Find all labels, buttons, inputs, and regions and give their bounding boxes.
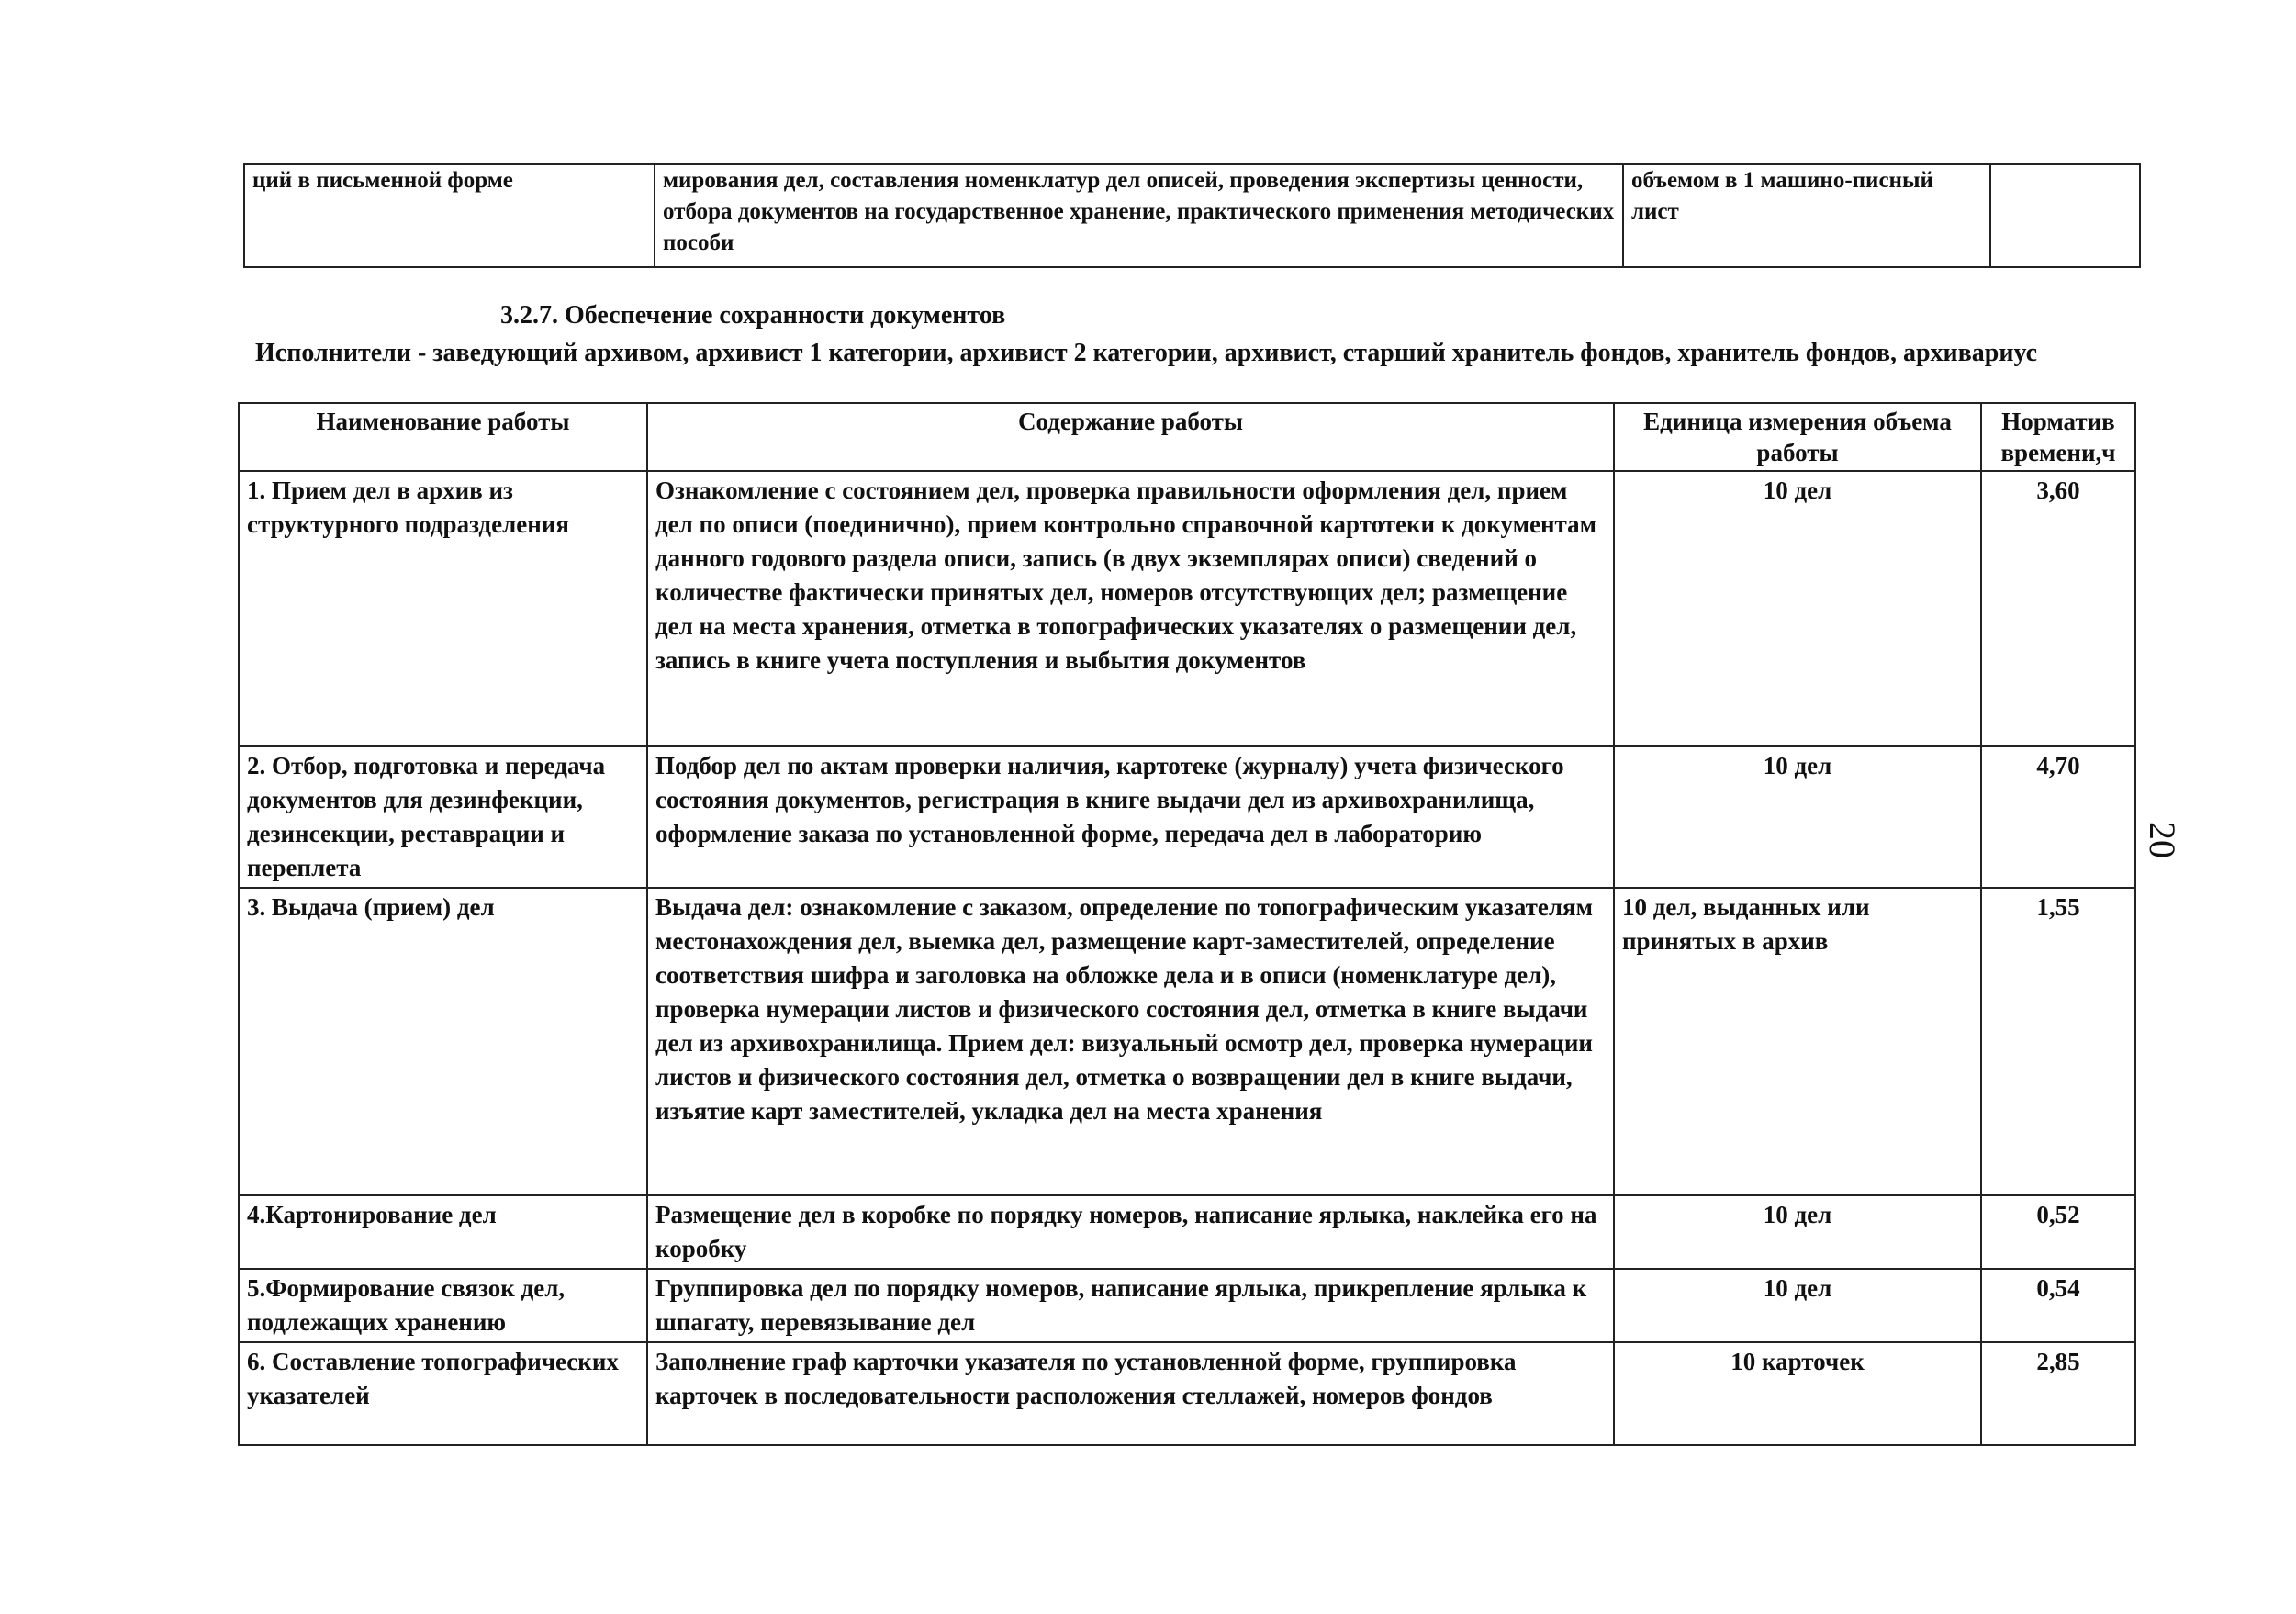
cell-norm: 0,54 <box>1981 1269 2135 1342</box>
cell-content: Заполнение граф карточки указателя по установленной форме, группировка карточек в последовательности расположения стеллажей, номеров фондов <box>647 1342 1614 1445</box>
cell-content: Размещение дел в коробке по порядку номеров, написание ярлыка, наклейка его на коробку <box>647 1195 1614 1269</box>
cell-unit: 10 дел, выданных или принятых в архив <box>1614 888 1981 1195</box>
cell-content: мирования дел, составления номенклатур дел описей, проведения экспертизы ценности, отбора документов на государственное хранение, практического применения методических пособи <box>655 164 1623 267</box>
cell-content: Ознакомление с состоянием дел, проверка правильности оформления дел, прием дел по описи (поединично), прием контрольно справочной картотеки к документам данного годового раздела описи, запись (в двух экземплярах описи) сведений о количестве фактически принятых дел, номеров отсутствующих дел; размещение дел на места хранения, отметка в топографических указателях о размещении дел, запись в книге учета поступления и выбытия документов <box>647 471 1614 746</box>
table-row <box>239 471 2135 746</box>
cell-norm: 2,85 <box>1981 1342 2135 1445</box>
cell-name: 2. Отбор, подготовка и передача документов для дезинфекции, дезинсекции, реставрации и переплета <box>239 746 647 888</box>
cell-name: 1. Прием дел в архив из структурного подразделения <box>239 471 647 746</box>
table-header-row <box>239 403 2135 471</box>
cell-name: ций в письменной форме <box>244 164 655 267</box>
cell-norm: 1,55 <box>1981 888 2135 1195</box>
cell-norm <box>1990 164 2140 267</box>
cell-name: 3. Выдача (прием) дел <box>239 888 647 1195</box>
header-name: Наименование работы <box>239 403 647 471</box>
cell-name: 4.Картонирование дел <box>239 1195 647 1269</box>
cell-content: Подбор дел по актам проверки наличия, картотеке (журналу) учета физического состояния документов, регистрация в книге выдачи дел из архивохранилища, оформление заказа по установленной форме, передача дел в лабораторию <box>647 746 1614 888</box>
header-unit: Единица измерения объема работы <box>1614 403 1981 471</box>
cell-content: Группировка дел по порядку номеров, написание ярлыка, прикрепление ярлыка к шпагату, перевязывание дел <box>647 1269 1614 1342</box>
cell-norm: 4,70 <box>1981 746 2135 888</box>
cell-unit: 10 дел <box>1614 1269 1981 1342</box>
table-row <box>244 164 2140 267</box>
cell-norm: 3,60 <box>1981 471 2135 746</box>
cell-name: 5.Формирование связок дел, подлежащих хранению <box>239 1269 647 1342</box>
section-title: 3.2.7. Обеспечение сохранности документов <box>500 301 1006 330</box>
header-content: Содержание работы <box>647 403 1614 471</box>
executors-line: Исполнители - заведующий архивом, архивист 1 категории, архивист 2 категории, архивист, старший хранитель фондов, хранитель фондов, архивариус <box>255 339 2038 367</box>
cell-norm: 0,52 <box>1981 1195 2135 1269</box>
page-number: 20 <box>2142 822 2183 858</box>
table-row <box>239 888 2135 1195</box>
table-row <box>239 746 2135 888</box>
cell-content: Выдача дел: ознакомление с заказом, определение по топографическим указателям местонахождения дел, выемка дел, размещение карт-заместителей, определение соответствия шифра и заголовка на обложке дела и в описи (номенклатуре дел), проверка нумерации листов и физического состояния дел, отметка в книге выдачи дел из архивохранилища. Прием дел: визуальный осмотр дел, проверка нумерации листов и физического состояния дел, отметка о возвращении дел в книге выдачи, изъятие карт заместителей, укладка дел на места хранения <box>647 888 1614 1195</box>
cell-unit: 10 дел <box>1614 1195 1981 1269</box>
header-norm: Норматив времени,ч <box>1981 403 2135 471</box>
cell-unit: объемом в 1 машино-писный лист <box>1623 164 1990 267</box>
table-row <box>239 1269 2135 1342</box>
cell-unit: 10 дел <box>1614 746 1981 888</box>
table-row <box>239 1195 2135 1269</box>
previous-table-fragment <box>243 163 2141 268</box>
cell-unit: 10 дел <box>1614 471 1981 746</box>
table-row <box>239 1342 2135 1445</box>
cell-unit: 10 карточек <box>1614 1342 1981 1445</box>
norms-table <box>238 402 2136 1446</box>
cell-name: 6. Составление топографических указателей <box>239 1342 647 1445</box>
